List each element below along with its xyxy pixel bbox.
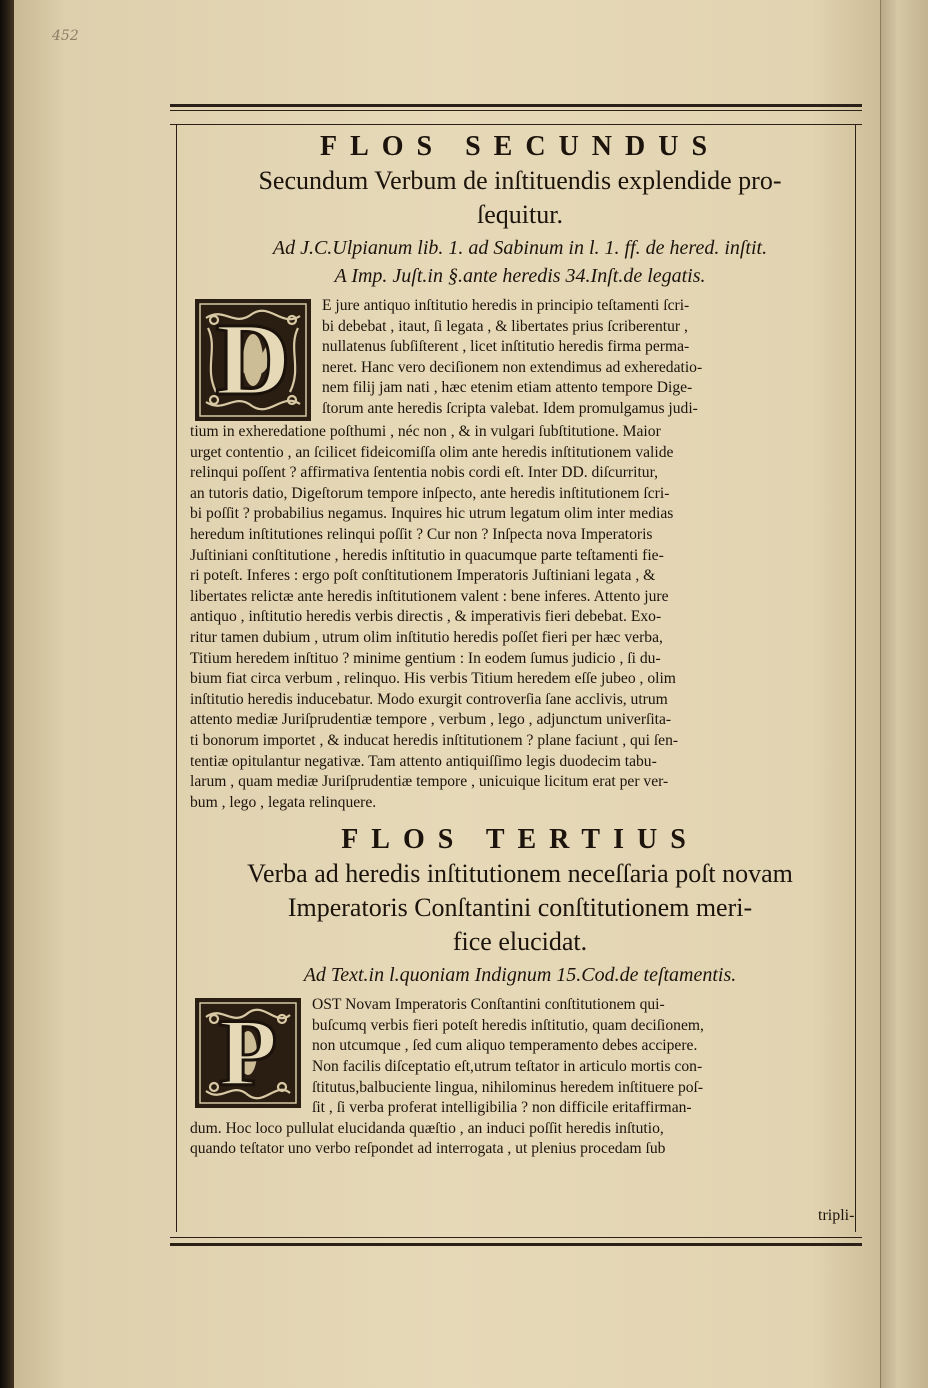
text-line: heredum inſtitutiones relinqui poſſit ? Cur non ? Inſpecta nova Imperatoris xyxy=(190,525,653,543)
reference-line: Ad Text.in l.quoniam Indignum 15.Cod.de teſtamentis. xyxy=(303,964,737,987)
text-line: neret. Hanc vero deciſionem non extendimus ad exheredatio- xyxy=(322,358,703,376)
text-line: dum. Hoc loco pullulat elucidanda quæſtio , an induci poſſit heredis inſtutio, xyxy=(190,1119,664,1137)
top-rule-thin xyxy=(170,110,862,111)
section-flos-tertius xyxy=(190,823,850,1160)
text-line: ri poteſt. Inferes : ergo poſt conſtitutionem Imperatoris Juſtiniani legata , & xyxy=(190,567,656,585)
text-line: tentiæ opitulantur negativæ. Tam attento antiquiſſimo legis duodecim tabu- xyxy=(190,752,657,770)
text-line: Non facilis diſceptatio eſt,utrum teſtator in articulo mortis con- xyxy=(312,1058,703,1076)
text-line: non utcumque , ſed cum aliquo temperamento debes accipere. xyxy=(312,1037,698,1055)
top-rule xyxy=(170,104,862,107)
text-line: bi debebat , itaut, ſi legata , & libertates prius ſcriberentur , xyxy=(322,317,688,335)
left-rule xyxy=(176,124,177,1232)
section-heading: FLOS SECUNDUS xyxy=(319,131,721,162)
bottom-rule-inner xyxy=(170,1237,862,1238)
initial-letter: P xyxy=(218,999,278,1107)
text-line: Titium heredem inſtituo ? minime gentium : In eodem ſumus judicio , ſi du- xyxy=(190,649,661,667)
text-line: tium in exheredatione poſthumi , néc non , & in vulgari ſubſtitutione. Maior xyxy=(190,423,661,440)
initial-letter: D xyxy=(215,302,291,417)
text-line: ſtorum ante heredis ſcripta valebat. Idem promulgamus judi- xyxy=(322,399,698,417)
text-line: relinqui poſſent ? affirmativa ſententia nobis cordi eſt. Inter DD. diſcurritur, xyxy=(190,464,659,482)
section-heading: FLOS TERTIUS xyxy=(341,824,699,856)
right-rule xyxy=(855,124,856,1232)
catchword: tripli- xyxy=(818,1207,855,1224)
text-line: ritur tamen dubium , utrum olim inſtitutio heredis poſſet fieri per hæc verba, xyxy=(190,628,663,646)
reference-line: A Imp. Juſt.in §.ante heredis 34.Inſt.de legatis. xyxy=(334,265,706,287)
top-rule-inner xyxy=(170,124,862,125)
reference-line: Ad J.C.Ulpianum lib. 1. ad Sabinum in l. 1. ff. de hered. inſtit. xyxy=(272,237,768,259)
subtitle-line: Imperatoris Conſtantini conſtitutionem meri- xyxy=(287,893,753,923)
body-paragraph xyxy=(190,296,850,813)
text-line: OST Novam Imperatoris Conſtantini conſtitutionem qui- xyxy=(312,996,665,1014)
text-line: nullatenus ſubſiſterent , licet inſtitutio heredis firma perma- xyxy=(322,338,690,356)
text-line: antiquo , inſtitutio heredis verbis directis , & imperativis fieri debebat. Exo- xyxy=(190,608,662,626)
text-line: ſtitutus,balbuciente lingua, nihilominus heredem inſtituere poſ- xyxy=(312,1078,704,1096)
text-line: ti bonorum importet , & inducat heredis inſtitutionem ? plane faciunt , qui ſen- xyxy=(190,731,679,749)
bottom-rule xyxy=(170,1243,862,1246)
text-line: attento mediæ Juriſprudentiæ tempore , verbum , lego , adjunctum univerſita- xyxy=(190,711,672,729)
decorated-initial-icon xyxy=(194,997,302,1109)
text-line: quando teſtator uno verbo reſpondet ad interrogata , ut plenius procedam ſub xyxy=(190,1140,666,1158)
text-line: urget contentio , an ſcilicet fideicomiſſa olim ante heredis inſtitutionem valide xyxy=(190,443,674,461)
text-line: buſcumq verbis fieri poteſt heredis inſtitutio, quam deciſionem, xyxy=(312,1016,704,1034)
text-line: inſtitutio heredis inducebatur. Modo exurgit controverſia ſane acclivis, utrum xyxy=(190,690,668,708)
subtitle-line: fice elucidat. xyxy=(452,927,588,957)
text-line: ſit , ſi verba proferat intelligibilia ? non difficile eritaffirman- xyxy=(312,1099,692,1117)
text-line: larum , quam mediæ Juriſprudentiæ tempore , unicuique licitum erat per ver- xyxy=(190,773,669,791)
text-line: E jure antiquo inſtitutio heredis in principio teſtamenti ſcri- xyxy=(322,297,690,314)
text-line: bum , lego , legata relinquere. xyxy=(190,793,377,811)
body-paragraph xyxy=(190,995,850,1160)
legal-reference xyxy=(190,234,850,290)
facing-page-edge xyxy=(880,0,928,1388)
section-flos-secundus xyxy=(190,130,850,813)
text-line: Juſtiniani conſtitutione , heredis inſtitutio in quacumque parte teſtamenti fie- xyxy=(190,546,664,564)
text-line: an tutoris datio, Digeſtorum tempore inſpecto, ante heredis inſtitutionem ſcri- xyxy=(190,484,670,502)
page-number: 452 xyxy=(52,28,79,44)
subtitle-line: ſequitur. xyxy=(477,200,563,229)
text-line: nem filij jam nati , hæc etenim etiam attento tempore Dige- xyxy=(322,379,693,397)
subtitle-line: Secundum Verbum de inſtituendis explendide pro- xyxy=(258,166,782,195)
text-line: libertates relictæ ante heredis inſtitutionem valent : bene inferes. Attento jure xyxy=(190,587,669,605)
subtitle-line: Verba ad heredis inſtitutionem neceſſaria poſt novam xyxy=(247,859,793,889)
decorated-initial-icon xyxy=(194,298,312,422)
text-line: bium fiat circa verbum , relinquo. His verbis Titium heredem eſſe jubeo , olim xyxy=(190,670,676,688)
legal-reference xyxy=(190,961,850,989)
section-subtitle xyxy=(190,857,850,959)
page-content xyxy=(190,126,850,1160)
section-subtitle xyxy=(190,164,850,232)
text-line: bi poſſit ? probabilius negamus. Inquires hic utrum legatum olim inter medias xyxy=(190,505,674,523)
